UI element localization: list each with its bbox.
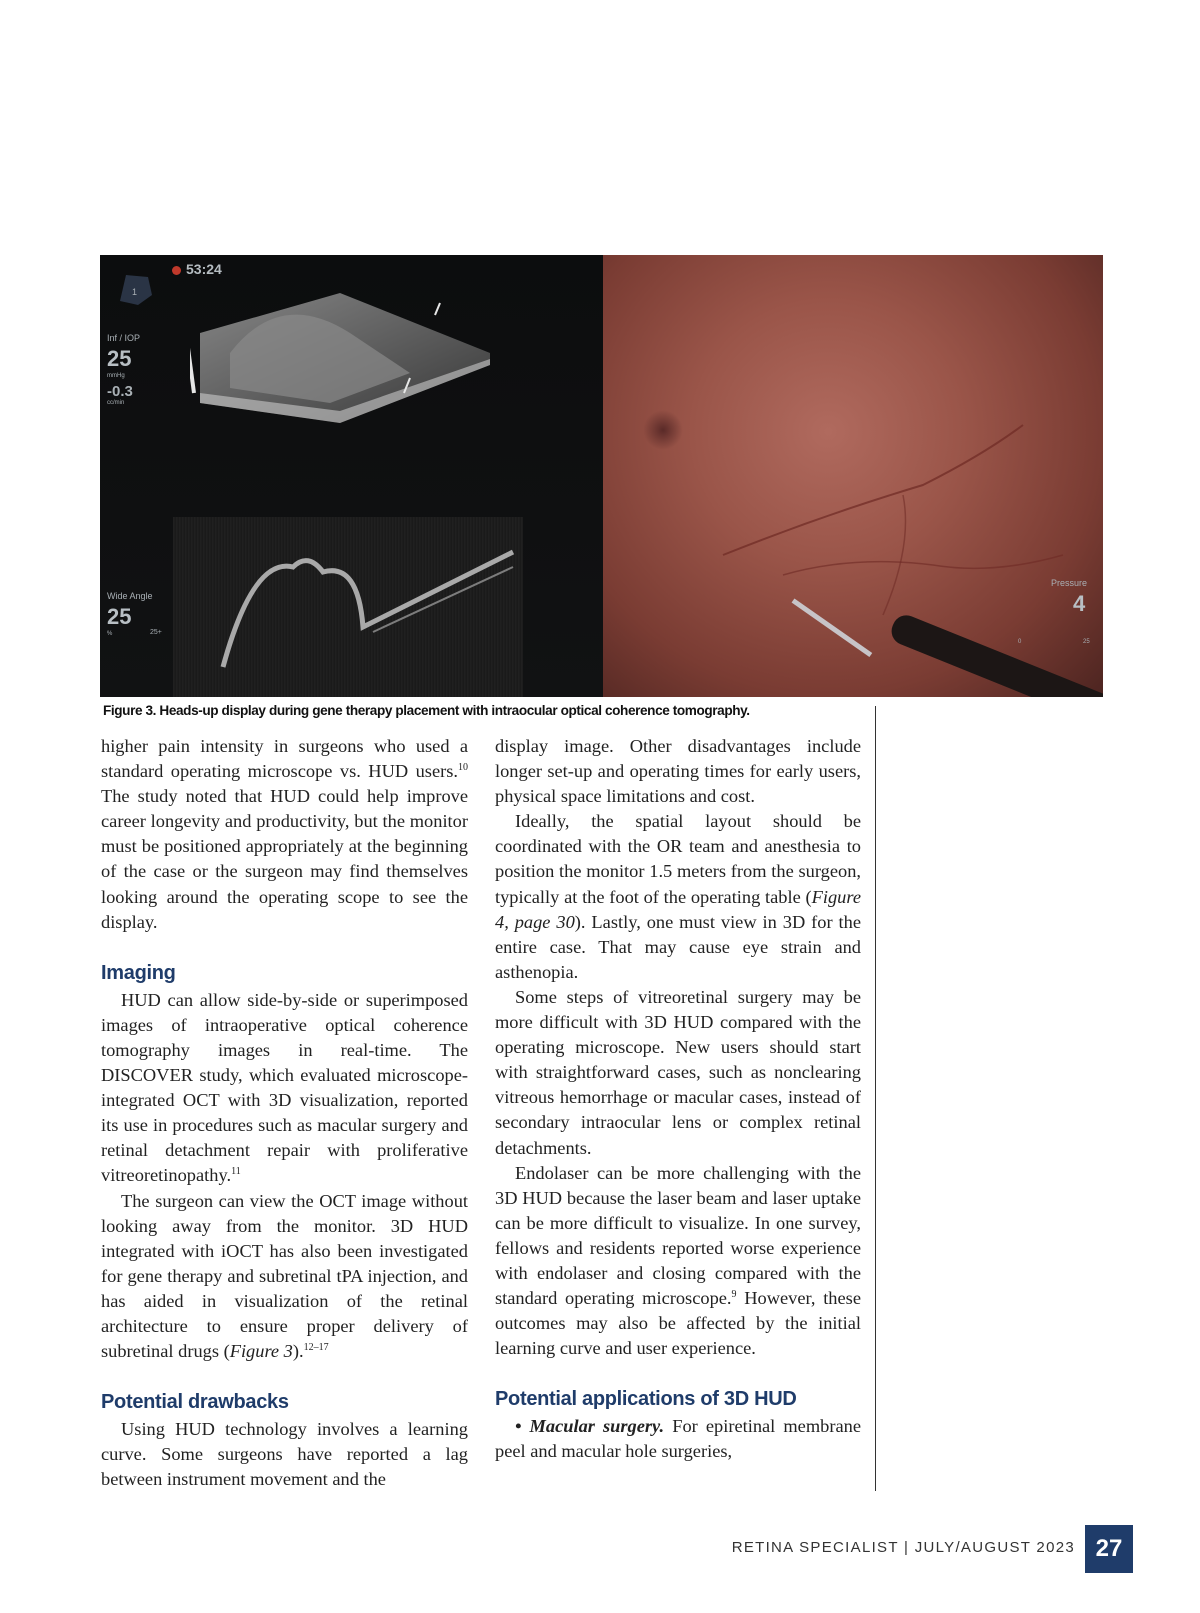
citation: 11: [231, 1166, 241, 1178]
text-column-left: [101, 734, 468, 1492]
hud-inf-iop-value: 25: [107, 346, 132, 371]
hud-inf-iop-sub: -0.3: [107, 383, 133, 400]
record-indicator-icon: [172, 266, 181, 275]
hud-pressure-label: Pressure: [1051, 578, 1088, 588]
hud-wide-angle-value: 25: [107, 604, 132, 629]
figure-reference: Figure 3: [229, 1341, 293, 1362]
figure-reference: Figure 4, page 30: [495, 886, 861, 932]
citation: 10: [458, 762, 468, 774]
oct-3d-volume: [190, 293, 490, 423]
hud-wide-angle-sub: 25+: [150, 629, 162, 636]
publication-footer: RETINA SPECIALIST | JULY/AUGUST 2023: [731, 1539, 1075, 1556]
column-rule: [875, 706, 876, 1491]
hud-inf-iop-unit: mmHg: [107, 373, 125, 379]
hud-inf-iop-sub-unit: cc/min: [107, 400, 125, 406]
oct-display-panel: [100, 255, 603, 697]
section-heading-applications: Potential applications of 3D HUD: [495, 1388, 797, 1411]
page-number: 27: [1085, 1525, 1133, 1573]
paragraph: Using HUD technology involves a learning curve. Some surgeons have reported a lag between instrument movement and the: [101, 1419, 468, 1490]
paragraph: higher pain intensity in surgeons who used a standard operating microscope vs. HUD users.$^{10}$ The study noted that HUD could help improve career longevity and productivity, but the monitor must be positioned appropriately at the beginning of the case or the surgeon may find themselves looking around the operating scope to see the display.: [101, 736, 468, 932]
section-heading-drawbacks: Potential drawbacks: [101, 1391, 289, 1414]
citation: 9: [731, 1289, 737, 1301]
figure-caption: Figure 3. Heads-up display during gene therapy placement with intraocular optical coherence tomography.: [103, 703, 750, 718]
oct-bscan: [173, 517, 523, 697]
paragraph: • Macular surgery. For epiretinal membrane peel and macular hole surgeries,: [495, 1416, 861, 1462]
hud-inf-iop-label: Inf / IOP: [107, 333, 141, 343]
list-lead: • Macular surgery.: [515, 1416, 665, 1437]
paragraph: The surgeon can view the OCT image without looking away from the monitor. 3D HUD integrated with iOCT has also been investigated for gene therapy and subretinal tPA injection, and has aided in visualization of the retinal architecture to ensure proper delivery of subretinal drugs (Figure 3).$^{12-17}$: [101, 1190, 468, 1362]
paragraph: Ideally, the spatial layout should be coordinated with the OR team and anesthesia to position the monitor 1.5 meters from the surgeon, typically at the foot of the operating table (Figure 4, page 30). Lastly, one must view in 3D for the entire case. That may cause eye strain and asthenopia.: [495, 811, 861, 982]
hud-eye-label: 1: [132, 287, 138, 297]
surgical-view-panel: [603, 255, 1103, 697]
paragraph: Some steps of vitreoretinal surgery may be more difficult with 3D HUD compared with the operating microscope. New users should start with straightforward cases, such as nonclearing vitreous hemorrhage or macular cases, instead of secondary intraocular lens or complex retinal detachments.: [495, 986, 861, 1158]
paragraph: HUD can allow side-by-side or superimposed images of intraoperative optical coherence tomography images in real-time. The DISCOVER study, which evaluated microscope-integrated OCT with 3D visualization, reported its use in procedures such as macular surgery and retinal detachment repair with proliferative vitreoretinopathy.$^{11}$: [101, 989, 468, 1186]
retinal-vessels: [603, 255, 1103, 697]
hud-pressure-min: 0: [1018, 639, 1022, 645]
section-heading-imaging: Imaging: [101, 961, 176, 984]
text-column-right: [495, 734, 861, 1465]
paragraph: Endolaser can be more challenging with the 3D HUD because the laser beam and laser uptake can be more difficult to visualize. In one survey, fellows and residents reported worse experience with endolaser and closing compared with the standard operating microscope.$^9$ However, these outcomes may also be affected by the initial learning curve and user experience.: [495, 1162, 861, 1359]
hud-pressure-max: 25: [1083, 639, 1090, 645]
citation: 12–17: [303, 1342, 329, 1354]
paragraph: display image. Other disadvantages include longer set-up and operating times for early users, physical space limitations and cost.: [495, 736, 861, 807]
figure-3-image: [100, 255, 1103, 697]
hud-pressure-value: 4: [1073, 591, 1086, 616]
hud-wide-angle-label: Wide Angle: [107, 591, 153, 601]
hud-wide-angle-unit: %: [107, 631, 113, 637]
hud-timer: 53:24: [186, 261, 222, 277]
